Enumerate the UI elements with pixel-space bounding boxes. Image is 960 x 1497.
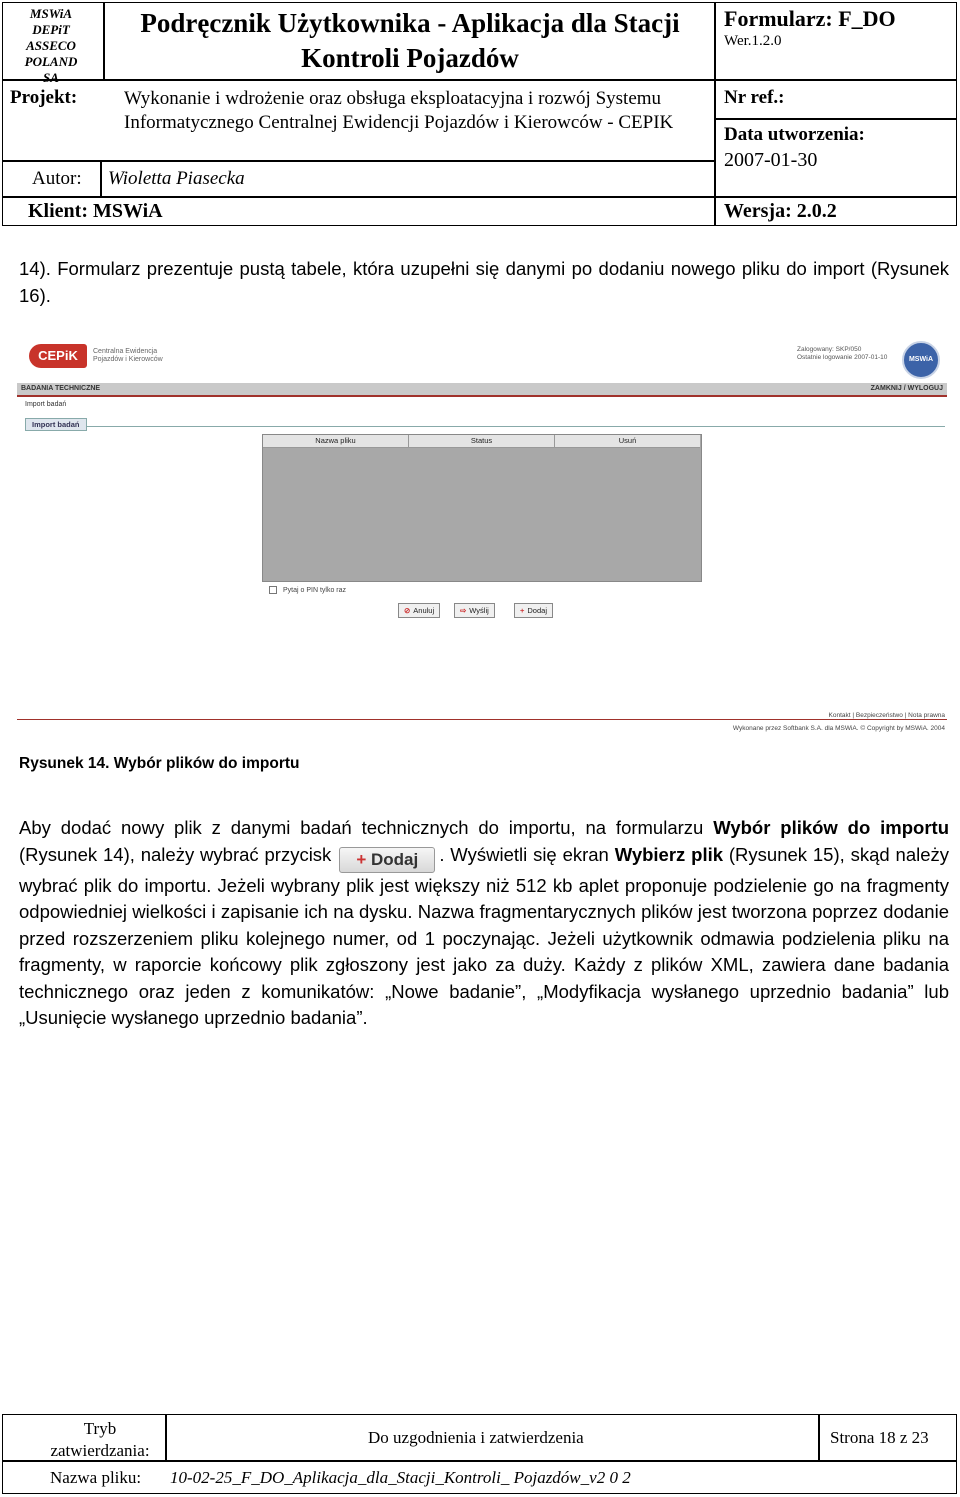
intro-paragraph: 14). Formularz prezentuje pustą tabele, która uzupełni się danymi po dodaniu nowego pliku do import (Rysunek 16). <box>19 258 949 306</box>
filename-value: 10-02-25_F_DO_Aplikacja_dla_Stacji_Kontroli_ Pojazdów_v2 0 2 <box>170 1468 631 1487</box>
files-table <box>262 434 702 582</box>
column-header: Usuń <box>555 435 700 448</box>
screen-name: Wybierz plik <box>614 843 724 865</box>
add-button[interactable] <box>514 603 553 618</box>
document-version: Wersja: 2.0.2 <box>724 200 837 222</box>
nav-logout[interactable]: ZAMKNIJ / WYLOGUJ <box>870 385 943 392</box>
footer-links[interactable]: Kontakt | Bezpieczeństwo | Nota prawna <box>828 712 945 719</box>
logo-text-line: Pojazdów i Kierowców <box>93 356 163 363</box>
logo-text-line: Centralna Ewidencja <box>93 348 158 355</box>
document-title: Podręcznik Użytkownika - Aplikacja dla Stacji Kontroli Pojazdów <box>140 8 680 73</box>
header-divider <box>2 79 957 81</box>
column-header: Status <box>409 435 555 448</box>
company-list <box>2 6 100 86</box>
created-label: Data utworzenia: <box>724 124 865 145</box>
company-name: DEPiT <box>32 22 70 37</box>
form-version: Wer.1.2.0 <box>724 33 782 49</box>
footer-divider <box>165 1414 167 1460</box>
author-label: Autor: <box>32 168 82 189</box>
main-paragraph <box>19 815 949 1032</box>
text-run: (Rysunek 14), należy wybrać przycisk <box>19 843 332 865</box>
company-name: SA <box>43 70 59 85</box>
cancel-icon: ⊘ <box>404 606 411 615</box>
approval-status: Do uzgodnienia i zatwierdzenia <box>368 1428 584 1447</box>
cancel-label: Anuluj <box>413 606 435 615</box>
add-label: Dodaj <box>527 606 547 615</box>
page-number: Strona 18 z 23 <box>830 1428 929 1447</box>
form-name: Wybór plików do importu <box>713 817 949 838</box>
pin-checkbox[interactable] <box>269 586 346 594</box>
inline-add-label: Dodaj <box>371 849 419 869</box>
tab-bar <box>25 414 945 427</box>
nav-bar <box>17 383 947 397</box>
header-divider <box>714 2 716 226</box>
breadcrumb[interactable]: Import badań <box>25 401 67 408</box>
company-name: MSWiA <box>29 6 73 21</box>
nr-ref-label: Nr ref.: <box>724 87 785 108</box>
figure-caption: Rysunek 14. Wybór plików do importu <box>19 755 300 772</box>
login-info <box>797 346 887 362</box>
mswia-badge: MSWiA <box>902 341 940 379</box>
filename-label: Nazwa pliku: <box>50 1468 142 1487</box>
send-button[interactable] <box>454 603 495 618</box>
text-run: . Wyświetli się ekran <box>439 843 615 865</box>
company-name: POLAND <box>24 54 78 69</box>
header-divider <box>2 160 714 162</box>
logo-text <box>93 348 163 364</box>
author-value: Wioletta Piasecka <box>108 168 245 189</box>
text-run: (Rysunek 15), skąd należy wybrać plik do importu. Jeżeli wybrany plik jest większy niż 512 kb aplet proponuje podzielenie go na fragmenty odpowiedniej wielkości i zapisanie ich na dysku. Nazwa fragmentarycznych plików jest tworzona poprzez dodanie przed rozszerzeniem pliku kolejnego numer, od 1 poczynając. Jeżeli użytkownik odmawia podzielenia pliku na fragmenty, w raporcie końcowy plik zgłoszony jest jako za duży. Każdy z plików XML, zawiera dane badania technicznego oraz jeden z komunikatów: „Nowe badanie”, „Modyfikacja wysłanego uprzednio badania” lub „Usunięcie wysłanego uprzednio badania”. <box>19 843 950 1028</box>
header-divider <box>100 160 102 196</box>
footer-divider <box>17 719 947 720</box>
header-divider <box>714 118 957 120</box>
inline-add-button <box>339 847 435 873</box>
approval-mode-label: Tryb zatwierdzania: <box>50 1419 150 1460</box>
cepik-logo <box>29 343 163 369</box>
plus-icon: + <box>520 606 525 615</box>
footer-divider <box>818 1414 820 1460</box>
project-text: Wykonanie i wdrożenie oraz obsługa eksploatacyjna i rozwój Systemu Informatycznego Centralnej Ewidencji Pojazdów i Kierowców - CEPIK <box>124 88 674 133</box>
cancel-button[interactable] <box>398 603 440 618</box>
header-divider <box>2 196 957 198</box>
send-label: Wyślij <box>469 606 489 615</box>
footer-credit: Wykonane przez Softbank S.A. dla MSWiA. © Copyright by MSWiA. 2004 <box>732 725 945 732</box>
column-header: Nazwa pliku <box>263 435 409 448</box>
company-name: ASSECO <box>26 38 76 53</box>
project-label: Projekt: <box>10 87 78 108</box>
text-run: Aby dodać nowy plik z danymi badań technicznych do importu, na formularzu <box>19 817 714 838</box>
client: Klient: MSWiA <box>28 200 163 222</box>
send-icon: ⇨ <box>460 606 467 615</box>
login-last: Ostatnie logowanie 2007-01-10 <box>797 354 888 361</box>
form-id: Formularz: F_DO <box>724 6 896 31</box>
created-value: 2007-01-30 <box>724 149 818 171</box>
checkbox-box[interactable] <box>269 586 277 594</box>
figure-screenshot <box>17 338 947 742</box>
plus-icon: + <box>356 849 372 869</box>
login-user: Zalogowany: SKP/050 <box>797 346 862 353</box>
tab-import[interactable]: Import badań <box>25 418 87 431</box>
header-divider <box>103 2 105 79</box>
logo-mark: CEPiK <box>29 344 87 368</box>
checkbox-label: Pytaj o PIN tylko raz <box>283 586 347 594</box>
nav-badania[interactable]: BADANIA TECHNICZNE <box>21 385 101 392</box>
